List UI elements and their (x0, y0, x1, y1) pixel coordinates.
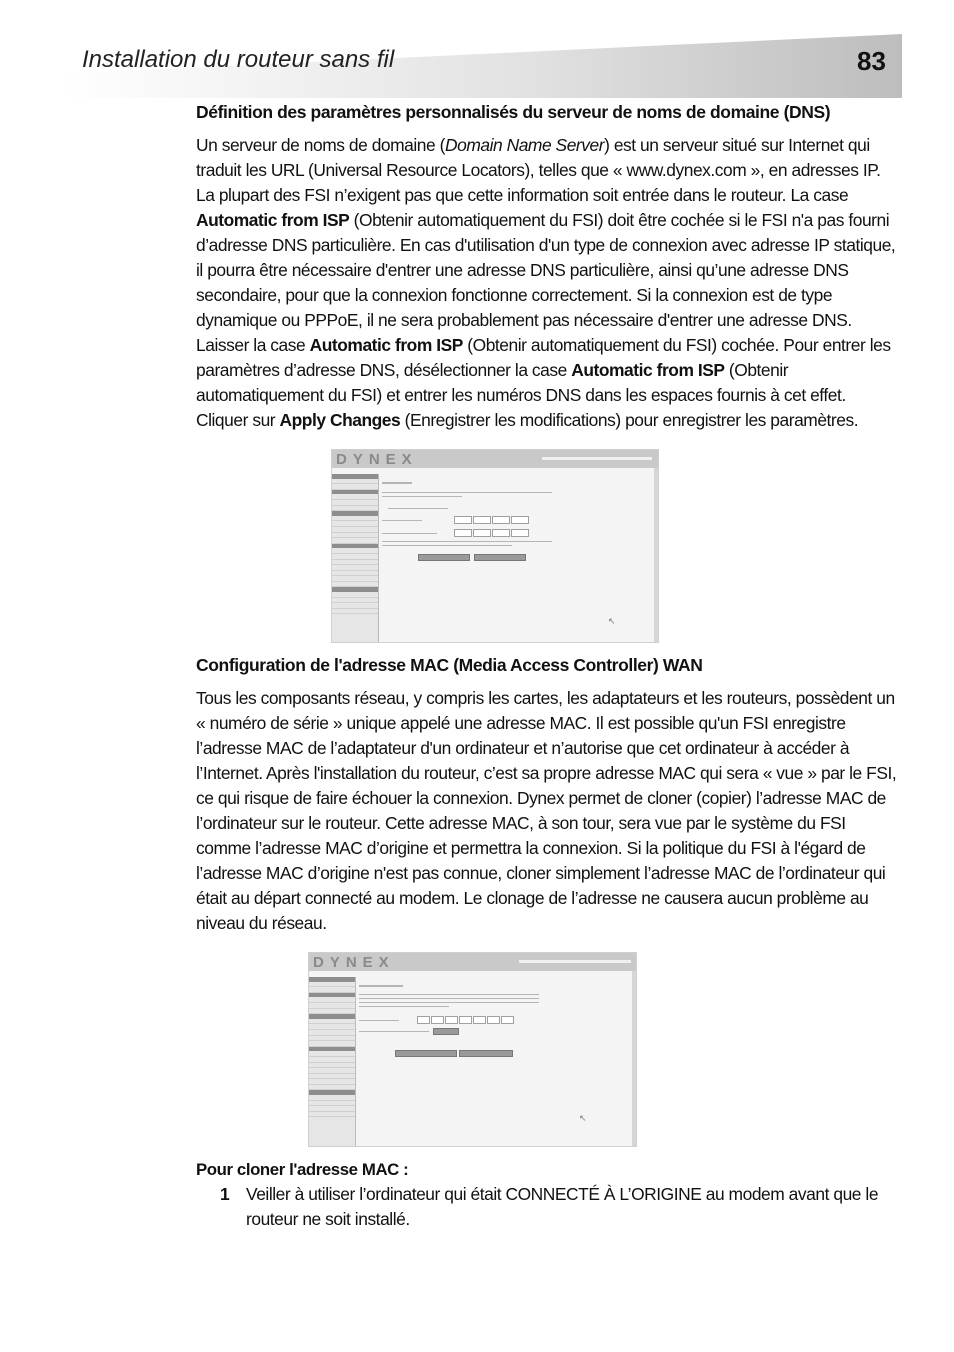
dns-section-heading: Définition des paramètres personnalisés du serveur de noms de domaine (DNS) (196, 102, 831, 122)
apply-changes-button (474, 554, 526, 561)
mac-address-screenshot (308, 952, 637, 1147)
dynex-logo: DYNEX (313, 954, 395, 971)
step-number: 1 (220, 1184, 230, 1204)
mac-section-heading: Configuration de l'adresse MAC (Media Access Controller) WAN (196, 655, 703, 675)
dynex-logo: DYNEX (336, 451, 418, 468)
clear-changes-button (395, 1050, 457, 1057)
running-header-title: Installation du routeur sans fil (82, 46, 395, 73)
mouse-cursor-icon: ↖ (579, 1113, 587, 1123)
apply-changes-button (459, 1050, 513, 1057)
step-text: Veiller à utiliser l’ordinateur qui était CONNECTÉ À L’ORIGINE au modem avant que le routeur ne soit installé. (246, 1184, 879, 1229)
page-number: 83 (857, 46, 886, 76)
clear-changes-button (418, 554, 470, 561)
dns-section-paragraph: Un serveur de noms de domaine (Domain Name Server) est un serveur situé sur Internet qui traduit les URL (Universal Resource Locators), telles que « www.dynex.com », en adresses IP. La plupart des FSI n’exigent pas que cette information soit entrée dans le routeur. La case Automatic from ISP (Obtenir automatiquement du FSI) doit être cochée si le FSI n'a pas fourni d’adresse DNS particulière. En cas d'utilisation d'un type de connexion avec adresse IP statique, il pourra être nécessaire d'entrer une adresse DNS particulière, ainsi qu’une adresse DNS secondaire, pour que la connexion fonctionne correctement. Si la connexion est de type dynamique ou PPPoE, il ne sera probablement pas nécessaire d'entrer une adresse DNS. Laisser la case Automatic from ISP (Obtenir automatiquement du FSI) cochée. Pour entrer les paramètres d’adresse DNS, désélectionner la case Automatic from ISP (Obtenir automatiquement du FSI) et entrer les numéros DNS dans les espaces fournis à cet effet. Cliquer sur Apply Changes (Enregistrer les modifications) pour enregistrer les paramètres. (196, 135, 896, 430)
clone-button (433, 1028, 459, 1035)
mouse-cursor-icon: ↖ (608, 616, 616, 626)
screenshot-sidebar (309, 977, 356, 1146)
clone-steps-heading: Pour cloner l'adresse MAC : (196, 1160, 409, 1179)
screenshot-sidebar (332, 474, 379, 642)
mac-section-paragraph: Tous les composants réseau, y compris les cartes, les adaptateurs et les routeurs, possèdent un « numéro de série » unique appelé une adresse MAC. Il est possible qu'un FSI enregistre l’adresse MAC de l’adaptateur d'un ordinateur et n’autorise que cet ordinateur à accéder à l’Internet. Après l'installation du routeur, c’est sa propre adresse MAC qui sera « vue » par le FSI, ce qui risque de faire échouer la connexion. Dynex permet de cloner (copier) l’adresse MAC de l’ordinateur sur le routeur. Cette adresse MAC, à son tour, sera vue par le système du FSI comme l’adresse MAC d’origine et permettra la connexion. Si la politique du FSI à l'égard de l’adresse MAC d’origine n'est pas connue, cloner simplement l’adresse MAC de l’ordinateur qui était au départ connecté au modem. Le clonage de l’adresse ne causera aucun problème au niveau du réseau. (196, 688, 897, 933)
dns-settings-screenshot (331, 449, 659, 643)
